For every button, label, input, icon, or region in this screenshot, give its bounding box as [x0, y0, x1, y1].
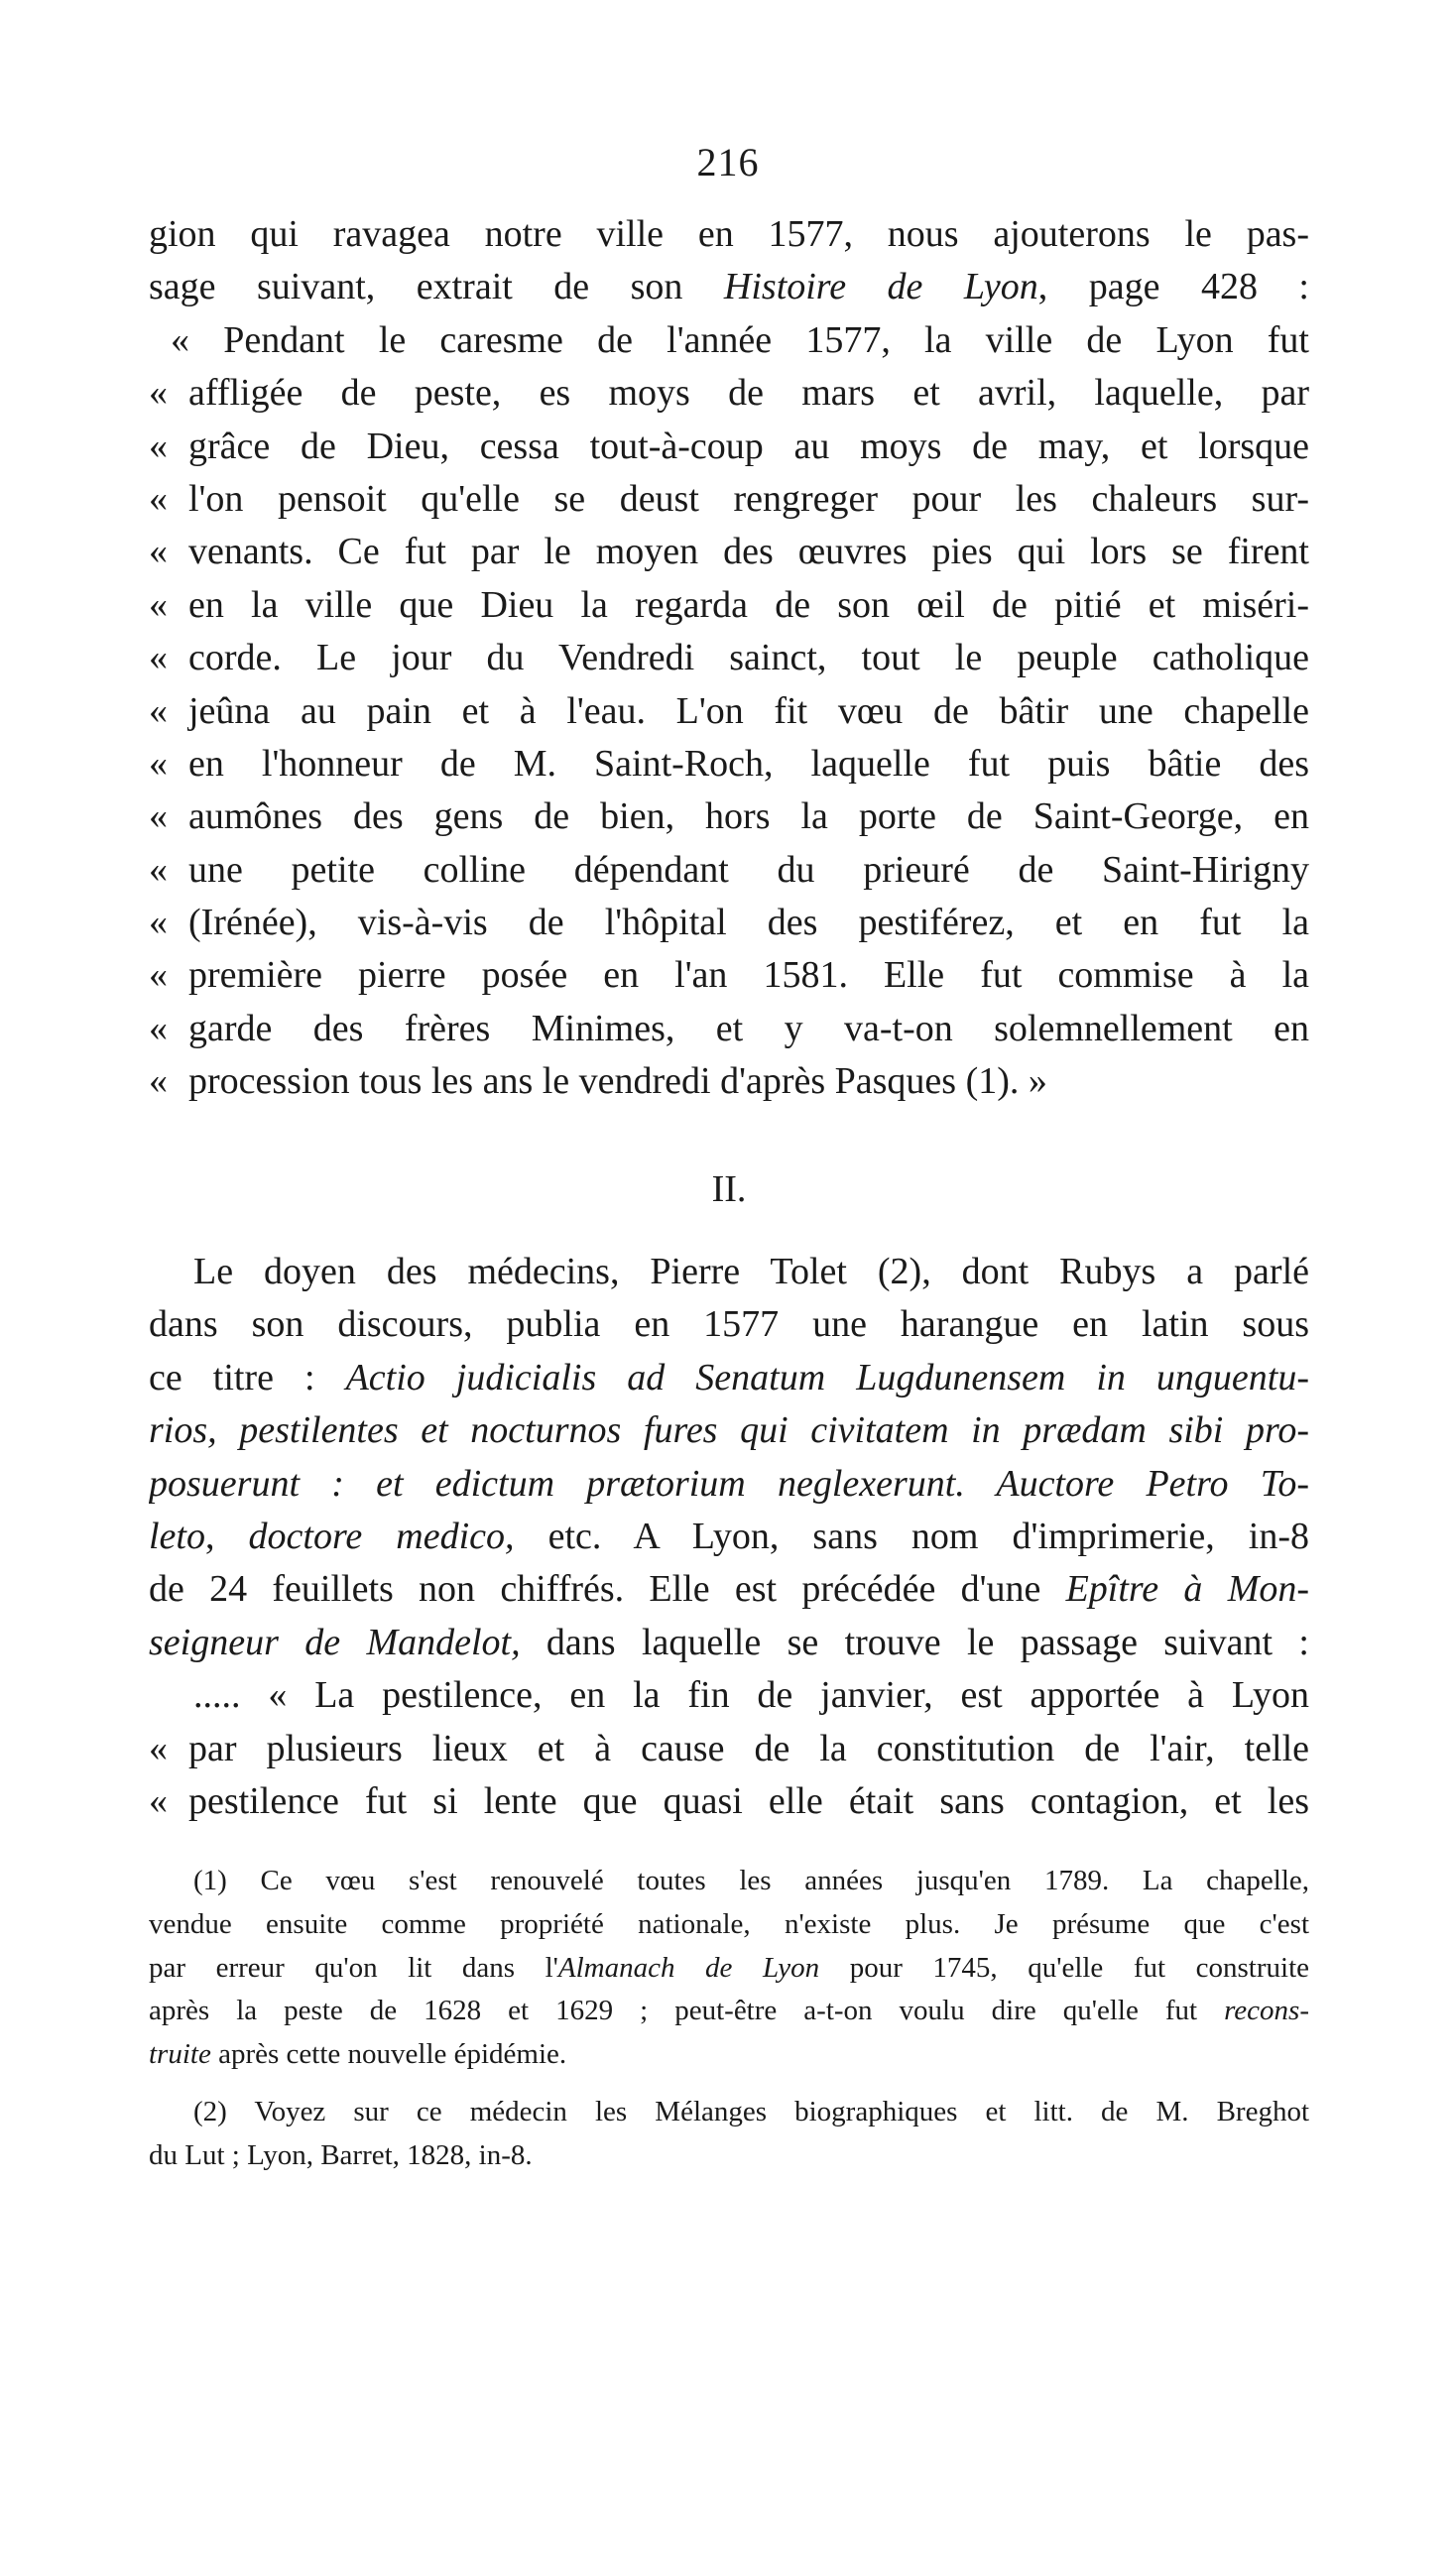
footnote-line: (1) Ce vœu s'est renouvelé toutes les années jusqu'en 1789. La chapelle,	[193, 1865, 1309, 1896]
quote-mark: «	[149, 742, 168, 785]
footnote-line: truite après cette nouvelle épidémie.	[149, 2038, 567, 2071]
text-line: « (Irénée), vis-à-vis de l'hôpital des pestiférez, et en fut la	[149, 897, 1309, 949]
epistle-title: seigneur de Mandelot,	[149, 1621, 521, 1663]
footnotes	[149, 1860, 1309, 2178]
text-line: « par plusieurs lieux et à cause de la constitution de l'air, telle	[149, 1723, 1309, 1775]
footnote-1	[149, 1860, 1309, 2077]
latin-title: rios, pestilentes et nocturnos fures qui civitatem in prædam sibi pro-	[149, 1409, 1309, 1452]
text-line: « jeûna au pain et à l'eau. L'on fit vœu de bâtir une chapelle	[149, 685, 1309, 738]
text-line: « Pendant le caresme de l'année 1577, la ville de Lyon fut	[171, 318, 1309, 361]
quote-mark: «	[149, 531, 168, 573]
quote-mark: «	[149, 372, 168, 415]
text-line: « affligée de peste, es moys de mars et avril, laquelle, par	[149, 367, 1309, 420]
footnote-line: du Lut ; Lyon, Barret, 1828, in-8.	[149, 2138, 533, 2171]
quote-mark: «	[149, 902, 168, 944]
text-line	[149, 1458, 1309, 1511]
latin-title: Actio judicialis ad Senatum Lugdunensem in unguentu-	[345, 1356, 1309, 1398]
text-line: « venants. Ce fut par le moyen des œuvres pies qui lors se firent	[149, 526, 1309, 578]
main-text	[149, 208, 1309, 1828]
text-line	[149, 1404, 1309, 1457]
paragraph-quote-rubys	[149, 208, 1309, 1109]
quote-mark: «	[149, 583, 168, 626]
footnote-line: après la peste de 1628 et 1629 ; peut-être a-t-on voulu dire qu'elle fut recons-	[149, 1995, 1309, 2027]
quote-mark: «	[149, 425, 168, 467]
page-number: 216	[696, 140, 760, 184]
paragraph-tolet	[149, 1246, 1309, 1828]
quote-mark: «	[149, 795, 168, 838]
book-title: Histoire de Lyon	[723, 266, 1038, 308]
text-line: seigneur de Mandelot, dans laquelle se trouve le passage suivant :	[149, 1621, 1309, 1663]
text-line: « aumônes des gens de bien, hors la porte de Saint-George, en	[149, 790, 1309, 843]
quote-mark: «	[149, 1779, 168, 1822]
text-line: « en la ville que Dieu la regarda de son œil de pitié et miséri-	[149, 579, 1309, 632]
quote-mark: «	[149, 637, 168, 679]
quote-mark: «	[149, 1060, 168, 1103]
quote-mark: «	[149, 477, 168, 520]
quote-mark: «	[149, 848, 168, 891]
text-line: « garde des frères Minimes, et y va-t-on solemnellement en	[149, 1003, 1309, 1055]
text-line: « l'on pensoit qu'elle se deust rengreger pour les chaleurs sur-	[149, 473, 1309, 526]
text-line: « pestilence fut si lente que quasi elle était sans contagion, et les	[149, 1775, 1309, 1828]
text-line: « procession tous les ans le vendredi d'après Pasques (1). »	[149, 1055, 1309, 1108]
footnote-line: vendue ensuite comme propriété nationale, n'existe plus. Je présume que c'est	[149, 1907, 1309, 1940]
text-line: gion qui ravagea notre ville en 1577, nous ajouterons le pas-	[149, 213, 1309, 255]
footnote-2	[149, 2091, 1309, 2178]
latin-title: posuerunt : et edictum prætorium neglexerunt. Auctore Petro To-	[149, 1462, 1309, 1505]
text-line: ..... « La pestilence, en la fin de janvier, est apportée à Lyon	[193, 1674, 1309, 1717]
footnote-line: (2) Voyez sur ce médecin les Mélanges biographiques et litt. de M. Breghot	[193, 2095, 1309, 2127]
text-line: de 24 feuillets non chiffrés. Elle est précédée d'une Epître à Mon-	[149, 1568, 1309, 1611]
quote-mark: «	[149, 1007, 168, 1049]
section-heading: II.	[711, 1167, 747, 1210]
text-line: « en l'honneur de M. Saint-Roch, laquelle fut puis bâtie des	[149, 738, 1309, 790]
text-line: « première pierre posée en l'an 1581. Elle fut commise à la	[149, 949, 1309, 1002]
text-line: sage suivant, extrait de son Histoire de Lyon, page 428 :	[149, 266, 1309, 308]
text-line: Le doyen des médecins, Pierre Tolet (2), dont Rubys a parlé	[193, 1251, 1309, 1293]
footnote-line: par erreur qu'on lit dans l'Almanach de Lyon pour 1745, qu'elle fut construite	[149, 1951, 1309, 1984]
quote-mark: «	[149, 689, 168, 732]
text-line: « une petite colline dépendant du prieuré de Saint-Hirigny	[149, 844, 1309, 897]
quote-mark: «	[149, 954, 168, 997]
text-line: « corde. Le jour du Vendredi sainct, tout le peuple catholique	[149, 632, 1309, 684]
text-line: leto, doctore medico, etc. A Lyon, sans nom d'imprimerie, in-8	[149, 1515, 1309, 1557]
text-line: dans son discours, publia en 1577 une harangue en latin sous	[149, 1303, 1309, 1346]
text-line: « grâce de Dieu, cessa tout-à-coup au moys de may, et lorsque	[149, 421, 1309, 473]
text-line: ce titre : Actio judicialis ad Senatum Lugdunensem in unguentu-	[149, 1356, 1309, 1398]
epistle-title: Epître à Mon-	[1065, 1568, 1309, 1611]
quote-mark: «	[149, 1727, 168, 1769]
